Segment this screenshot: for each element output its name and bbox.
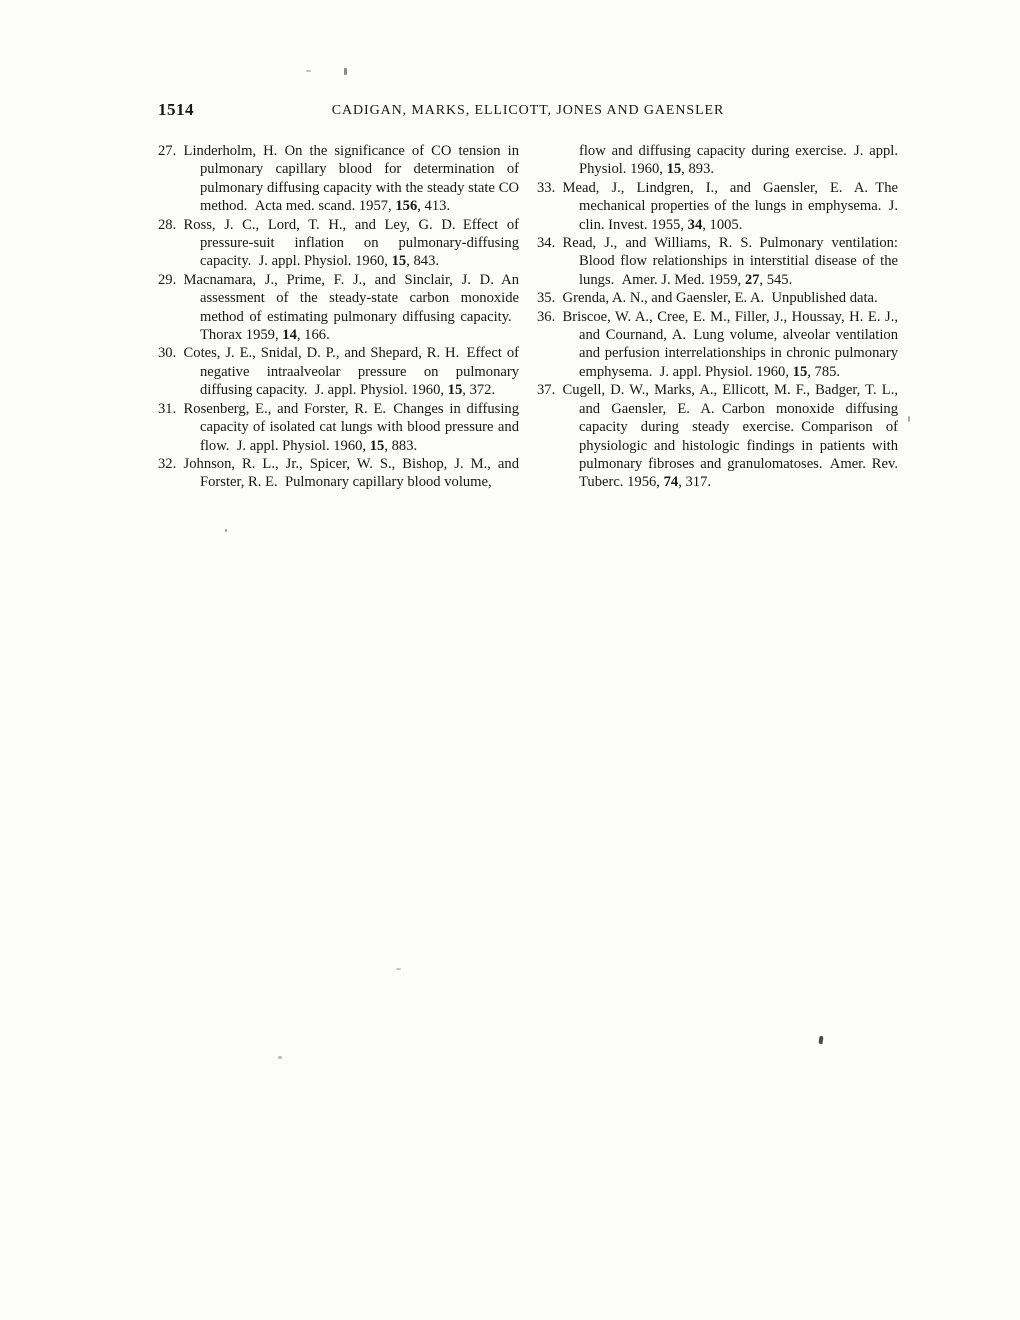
reference-volume-number: 14	[282, 327, 297, 344]
reference-number: 28.	[158, 216, 184, 233]
reference-entry	[158, 142, 519, 216]
reference-entry	[537, 289, 898, 307]
page-number: 1514	[158, 100, 194, 119]
reference-text: , 317.	[678, 474, 712, 491]
reference-text: Briscoe, W. A., Cree, E. M., Filler, J., Houssay, H. E. J., and Cournand, A. Lung volume, alveolar ventilation and perfusion interrelationships in chronic pulmonary emphysema. J. appl. Physiol. 1960,	[562, 308, 898, 380]
scan-speck	[818, 1036, 823, 1044]
scan-speck	[278, 1056, 282, 1059]
reference-text: , 1005.	[702, 216, 743, 233]
reference-entry	[158, 216, 519, 271]
reference-text: , 883.	[384, 437, 418, 454]
reference-text: , 785.	[807, 363, 841, 380]
reference-volume-number: 27	[744, 271, 760, 288]
reference-text: , 413.	[417, 198, 451, 215]
scan-speck	[908, 416, 910, 422]
references-column-right	[537, 142, 898, 492]
reference-text: , 843.	[406, 253, 440, 270]
scan-speck	[225, 529, 227, 532]
reference-volume-number: 74	[663, 474, 679, 491]
scan-speck	[344, 68, 347, 75]
reference-number: 30.	[158, 345, 184, 362]
reference-entry	[158, 344, 519, 399]
reference-text: Macnamara, J., Prime, F. J., and Sinclair, J. D. An assessment of the steady-state carbon monoxide method of estimating pulmonary diffusing capacity. Thorax 1959,	[183, 271, 519, 344]
reference-entry	[158, 271, 519, 345]
reference-volume-number: 34	[687, 216, 703, 233]
reference-volume-number: 15	[666, 161, 682, 178]
reference-number: 36.	[537, 308, 563, 325]
reference-entry	[537, 381, 898, 491]
reference-entry	[537, 234, 898, 289]
reference-text: Johnson, R. L., Jr., Spicer, W. S., Bishop, J. M., and Forster, R. E. Pulmonary capillary blood volume,	[183, 455, 519, 491]
reference-text: Cugell, D. W., Marks, A., Ellicott, M. F., Badger, T. L., and Gaensler, E. A. Carbon monoxide diffusing capacity during steady exercise. Comparison of physiologic and histologic findings in patients with pulmonary fibroses and granulomatoses. Amer. Rev. Tuberc. 1956,	[562, 382, 898, 491]
reference-text: Read, J., and Williams, R. S. Pulmonary ventilation: Blood flow relationships in interstitial disease of the lungs. Amer. J. Med. 1959,	[562, 235, 898, 288]
reference-entry	[537, 179, 898, 234]
reference-entry	[158, 455, 519, 492]
reference-number: 27.	[158, 143, 184, 159]
reference-text: Linderholm, H. On the significance of CO tension in pulmonary capillary blood for determination of pulmonary diffusing capacity with the steady state CO method. Acta med. scand. 1957,	[183, 143, 519, 215]
reference-number: 32.	[158, 455, 184, 472]
reference-number: 35.	[537, 290, 563, 307]
reference-entry	[158, 400, 519, 455]
reference-number: 31.	[158, 400, 184, 417]
reference-text: , 545.	[759, 271, 793, 288]
reference-number: 29.	[158, 271, 184, 288]
reference-text: Ross, J. C., Lord, T. H., and Ley, G. D. Effect of pressure-suit inflation on pulmonary-diffusing capacity. J. appl. Physiol. 1960,	[183, 216, 519, 270]
reference-entry	[537, 308, 898, 382]
running-title: CADIGAN, MARKS, ELLICOTT, JONES AND GAENSLER	[331, 103, 725, 118]
reference-text: Grenda, A. N., and Gaensler, E. A. Unpublished data.	[562, 290, 878, 307]
reference-volume-number: 15	[369, 437, 385, 454]
reference-number: 34.	[537, 235, 563, 252]
reference-volume-number: 15	[391, 253, 407, 270]
page-header	[158, 100, 898, 122]
reference-number: 33.	[537, 179, 563, 196]
reference-entry	[537, 142, 898, 179]
reference-text: , 372.	[462, 382, 496, 399]
reference-volume-number: 15	[447, 382, 463, 399]
reference-number: 37.	[537, 382, 563, 399]
reference-volume-number: 156	[395, 198, 418, 215]
references-column-left	[158, 142, 519, 492]
reference-text: , 166.	[296, 327, 330, 344]
reference-volume-number: 15	[792, 363, 808, 380]
scan-speck	[306, 70, 311, 72]
scan-speck	[396, 968, 401, 970]
reference-text: Rosenberg, E., and Forster, R. E. Changes in diffusing capacity of isolated cat lungs with blood pressure and flow. J. appl. Physiol. 1960,	[183, 400, 519, 454]
reference-text: Cotes, J. E., Snidal, D. P., and Shepard, R. H. Effect of negative intraalveolar pressure on pulmonary diffusing capacity. J. appl. Physiol. 1960,	[183, 345, 519, 399]
reference-text: flow and diffusing capacity during exercise. J. appl. Physiol. 1960,	[579, 143, 898, 178]
reference-text: Mead, J., Lindgren, I., and Gaensler, E. A. The mechanical properties of the lungs in emphysema. J. clin. Invest. 1955,	[562, 179, 898, 233]
reference-text: , 893.	[681, 161, 715, 178]
